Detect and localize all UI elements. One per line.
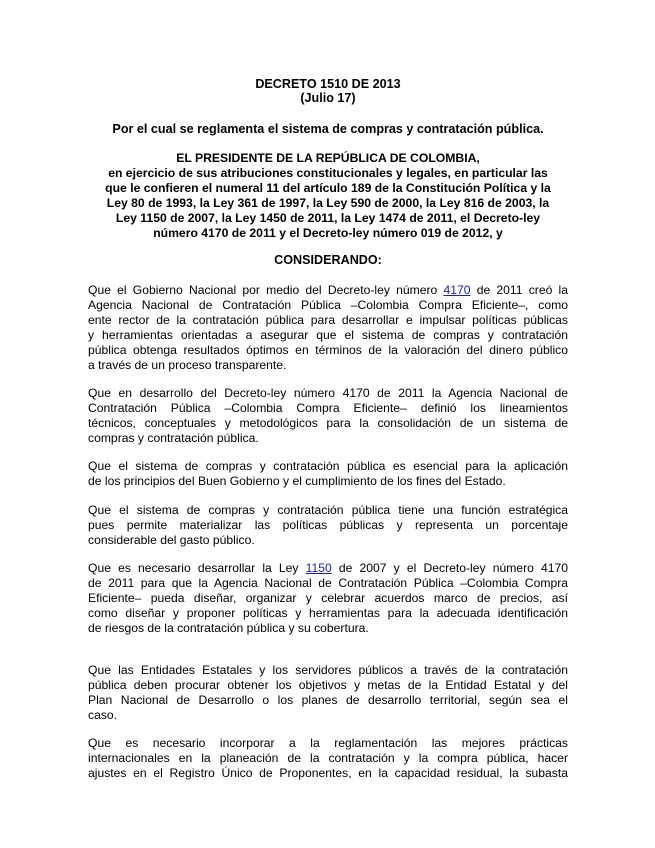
paragraph-2 [88,386,568,446]
preamble-line: Ley 1150 de 2007, la Ley 1450 de 2011, la Ley 1474 de 2011, el Decreto-ley [115,211,541,225]
paragraph-line: pública obtenga resultados óptimos en términos de la valoración del dinero público [88,343,568,357]
preamble-line: Ley 80 de 1993, la Ley 361 de 1997, la Ley 590 de 2000, la Ley 816 de 2003, la [106,196,550,210]
link-decreto-4170[interactable]: 4170 [443,283,471,297]
considerando-heading: CONSIDERANDO: [274,253,382,267]
preamble-line: en ejercicio de sus atribuciones constitucionales y legales, en particular las [108,166,548,180]
decree-title: DECRETO 1510 DE 2013 [255,77,401,91]
paragraph-4 [88,503,568,548]
paragraph-3 [88,459,568,489]
text-fragment: Que el Gobierno Nacional por medio del Decreto-ley número [88,283,444,297]
president-preamble [88,151,568,241]
paragraph-line: Que el sistema de compras y contratación pública es esencial para la aplicación [88,459,568,473]
decree-date: (Julio 17) [300,91,356,105]
paragraph-line: pública deben procurar obtener los objetivos y metas de la Entidad Estatal y del [88,678,568,692]
preamble-line: EL PRESIDENTE DE LA REPÚBLICA DE COLOMBIA, [176,151,480,165]
paragraph-7 [88,736,568,781]
paragraph-line: y herramientas orientadas a asegurar que el sistema de compras y contratación [88,328,568,342]
paragraph-line: Que el sistema de compras y contratación pública tiene una función estratégica [88,503,568,517]
paragraph-line: técnicos, conceptuales y metodológicos para la consolidación de un sistema de [88,416,568,430]
link-ley-1150[interactable]: 1150 [305,561,332,575]
text-fragment: de 2007 y el Decreto-ley número 4170 [331,561,569,575]
paragraph-line: Que en desarrollo del Decreto-ley número 4170 de 2011 la Agencia Nacional de [88,386,568,400]
paragraph-6 [88,663,568,723]
decree-subject: Por el cual se reglamenta el sistema de compras y contratación pública. [112,122,544,136]
paragraph-line: Plan Nacional de Desarrollo o los planes de desarrollo territorial, según sea el [88,693,568,707]
paragraph-line: como diseñar y proponer políticas y herramientas para la adecuada identificación [88,606,568,620]
text-fragment: Que es necesario desarrollar la Ley [88,561,306,575]
text-fragment: de 2011 creó la [470,283,568,297]
paragraph-line: de 2011 para que la Agencia Nacional de Contratación Pública –Colombia Compra [88,576,568,590]
paragraph-line: a través de un proceso transparente. [88,358,287,372]
preamble-line: número 4170 de 2011 y el Decreto-ley número 019 de 2012, y [153,226,503,240]
paragraph-line: internacionales en la planeación de la contratación y la compra pública, hacer [88,751,568,765]
paragraph-line: caso. [88,708,118,722]
paragraph-line: ajustes en el Registro Único de Proponentes, en la capacidad residual, la subasta [88,766,568,780]
paragraph-5 [88,561,568,636]
paragraph-line: compras y contratación pública. [88,431,259,445]
paragraph-line: ente rector de la contratación pública para desarrollar e impulsar políticas públicas [88,313,568,327]
paragraph-line: considerable del gasto público. [88,533,255,547]
paragraph-line: Agencia Nacional de Contratación Pública –Colombia Compra Eficiente–, como [88,298,568,312]
paragraph-line: pues permite materializar las políticas públicas y representa un porcentaje [88,518,568,532]
preamble-line: que le confieren el numeral 11 del artículo 189 de la Constitución Política y la [105,181,551,195]
paragraph-line: Contratación Pública –Colombia Compra Eficiente– definió los lineamientos [88,401,568,415]
paragraph-line: Eficiente– pueda diseñar, organizar y celebrar acuerdos marco de precios, así [88,591,568,605]
paragraph-1 [88,283,568,373]
paragraph-line: de los principios del Buen Gobierno y el cumplimiento de los fines del Estado. [88,474,506,488]
paragraph-line: Que las Entidades Estatales y los servidores públicos a través de la contratación [88,663,568,677]
paragraph-line: de riesgos de la contratación pública y su cobertura. [88,621,369,635]
paragraph-line [88,283,568,298]
paragraph-line: Que es necesario incorporar a la reglamentación las mejores prácticas [88,736,568,750]
paragraph-line [88,561,568,576]
